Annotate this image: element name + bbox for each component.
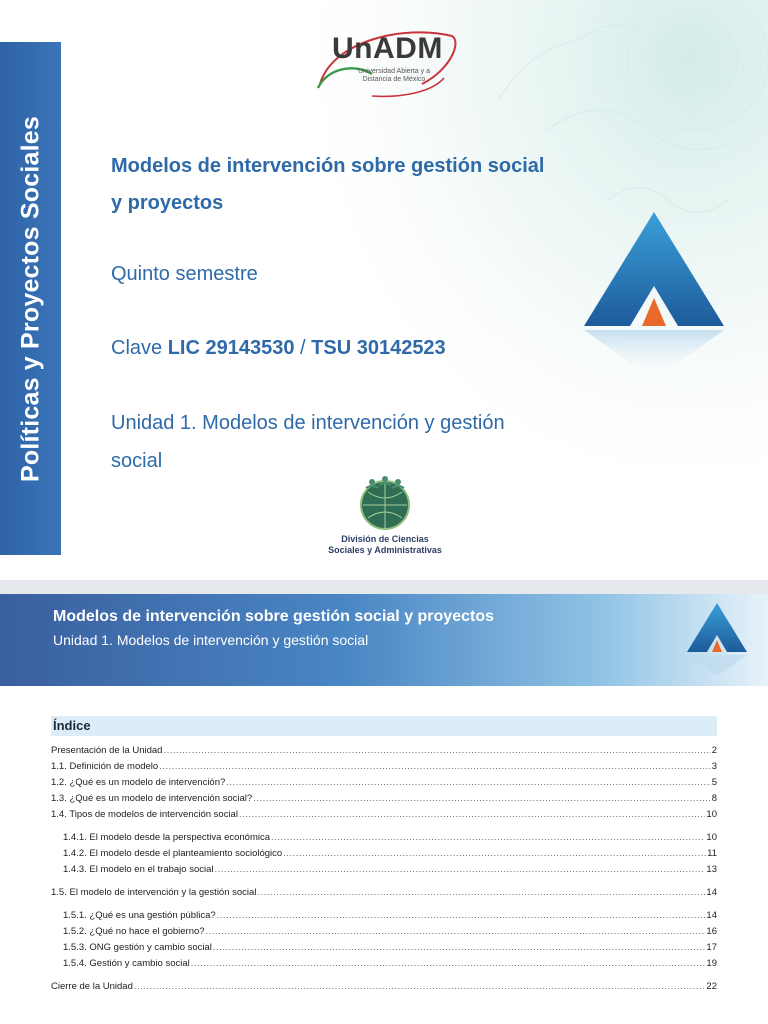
toc-entry-1-1[interactable]: 1.1. Definición de modelo ..... 3 bbox=[51, 756, 717, 772]
toc-entry-1-4[interactable]: 1.4. Tipos de modelos de intervención social ..... 10 bbox=[51, 804, 717, 820]
logo-name: UnADM bbox=[332, 32, 443, 65]
division-logo bbox=[300, 474, 470, 564]
toc-entry-1-4-2[interactable]: 1.4.2. El modelo desde el planteamiento sociológico ..... 11 bbox=[51, 843, 717, 859]
header-subtitle: Unidad 1. Modelos de intervención y gestión social bbox=[53, 632, 369, 648]
toc-entry-1-4-3[interactable]: 1.4.3. El modelo en el trabajo social ..... 13 bbox=[51, 859, 717, 875]
logo-subtitle: Universidad Abierta y a Distancia de México bbox=[358, 68, 430, 83]
toc-list bbox=[51, 740, 717, 992]
division-emblem-icon bbox=[356, 474, 414, 532]
toc-entry-1-5-3[interactable]: 1.5.3. ONG gestión y cambio social ..... 17 bbox=[51, 937, 717, 953]
toc-entry-1-5-1[interactable]: 1.5.1. ¿Qué es una gestión pública? ..... 14 bbox=[51, 905, 717, 921]
division-name: División de Ciencias Sociales y Administrativas bbox=[328, 534, 442, 555]
vertical-program-banner bbox=[0, 42, 61, 555]
cover-title: Modelos de intervención sobre gestión social y proyectos bbox=[111, 155, 545, 214]
table-of-contents bbox=[51, 716, 717, 992]
cover-unit: Unidad 1. Modelos de intervención y gestión social bbox=[111, 412, 505, 472]
header-triangle-icon bbox=[686, 602, 748, 678]
toc-entry-cierre[interactable]: Cierre de la Unidad ..... 22 bbox=[51, 976, 717, 992]
toc-entry-1-5-4[interactable]: 1.5.4. Gestión y cambio social ..... 19 bbox=[51, 953, 717, 969]
cover-semester: Quinto semestre bbox=[111, 263, 258, 285]
vertical-program-title: Políticas y Proyectos Sociales bbox=[16, 115, 44, 482]
index-heading: Índice bbox=[51, 716, 717, 736]
page-header-banner bbox=[0, 594, 768, 686]
header-title: Modelos de intervención sobre gestión social y proyectos bbox=[53, 608, 494, 625]
page-separator bbox=[0, 580, 768, 594]
cover-clave: Clave LIC 29143530 / TSU 30142523 bbox=[111, 337, 446, 359]
toc-entry-1-5[interactable]: 1.5. El modelo de intervención y la gestión social ..... 14 bbox=[51, 882, 717, 898]
toc-entry-1-3[interactable]: 1.3. ¿Qué es un modelo de intervención social? ..... 8 bbox=[51, 788, 717, 804]
triangle-emblem-icon bbox=[582, 210, 726, 385]
toc-entry-1-2[interactable]: 1.2. ¿Qué es un modelo de intervención? ..... 5 bbox=[51, 772, 717, 788]
toc-entry-presentacion[interactable]: Presentación de la Unidad ..... 2 bbox=[51, 740, 717, 756]
unadm-logo bbox=[312, 22, 462, 102]
toc-entry-1-5-2[interactable]: 1.5.2. ¿Qué no hace el gobierno? ..... 16 bbox=[51, 921, 717, 937]
toc-entry-1-4-1[interactable]: 1.4.1. El modelo desde la perspectiva económica ..... 10 bbox=[51, 827, 717, 843]
